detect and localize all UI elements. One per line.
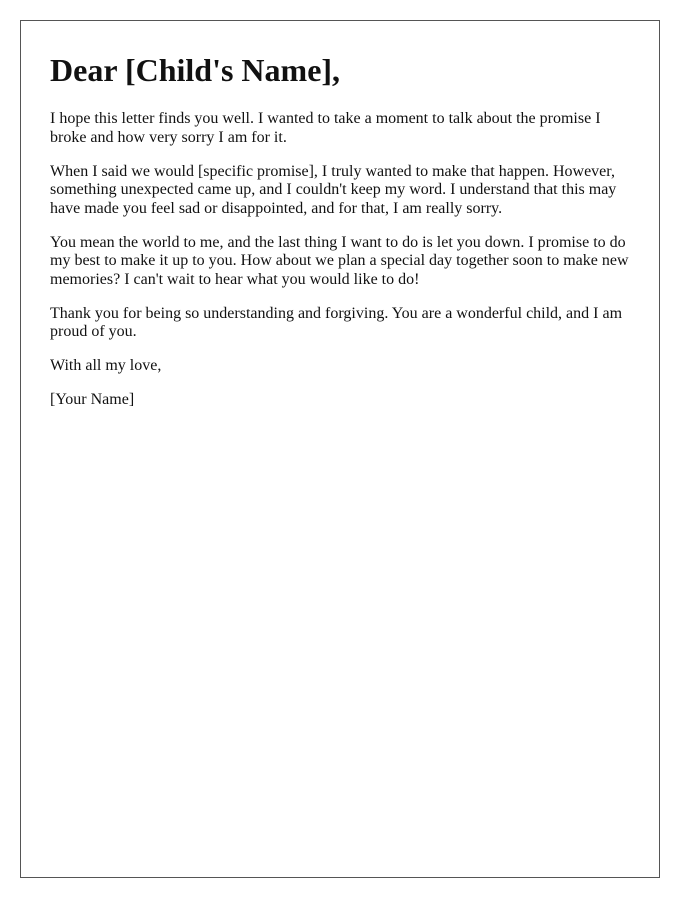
letter-paragraph-1: I hope this letter finds you well. I wanted to take a moment to talk about the promise I broke and how very sorry I am for it. (50, 110, 601, 146)
letter-body (50, 51, 635, 425)
letter-paragraph-3: You mean the world to me, and the last thing I want to do is let you down. I promise to do my best to make it up to you. How about we plan a special day together soon to make new memories? I can't wait to hear what you would like to do! (50, 233, 629, 288)
letter-paragraph-4: Thank you for being so understanding and forgiving. You are a wonderful child, and I am proud of you. (50, 304, 623, 340)
letter-paragraph-2: When I said we would [specific promise], I truly wanted to make that happen. However, something unexpected came up, and I couldn't keep my word. I understand that this may have made you feel sad or disappointed, and for that, I am really sorry. (50, 162, 617, 217)
letter-signature: [Your Name] (50, 391, 135, 408)
letter-closing: With all my love, (50, 357, 162, 374)
letter-greeting: Dear [Child's Name], (50, 52, 341, 88)
letter-page (20, 20, 660, 878)
